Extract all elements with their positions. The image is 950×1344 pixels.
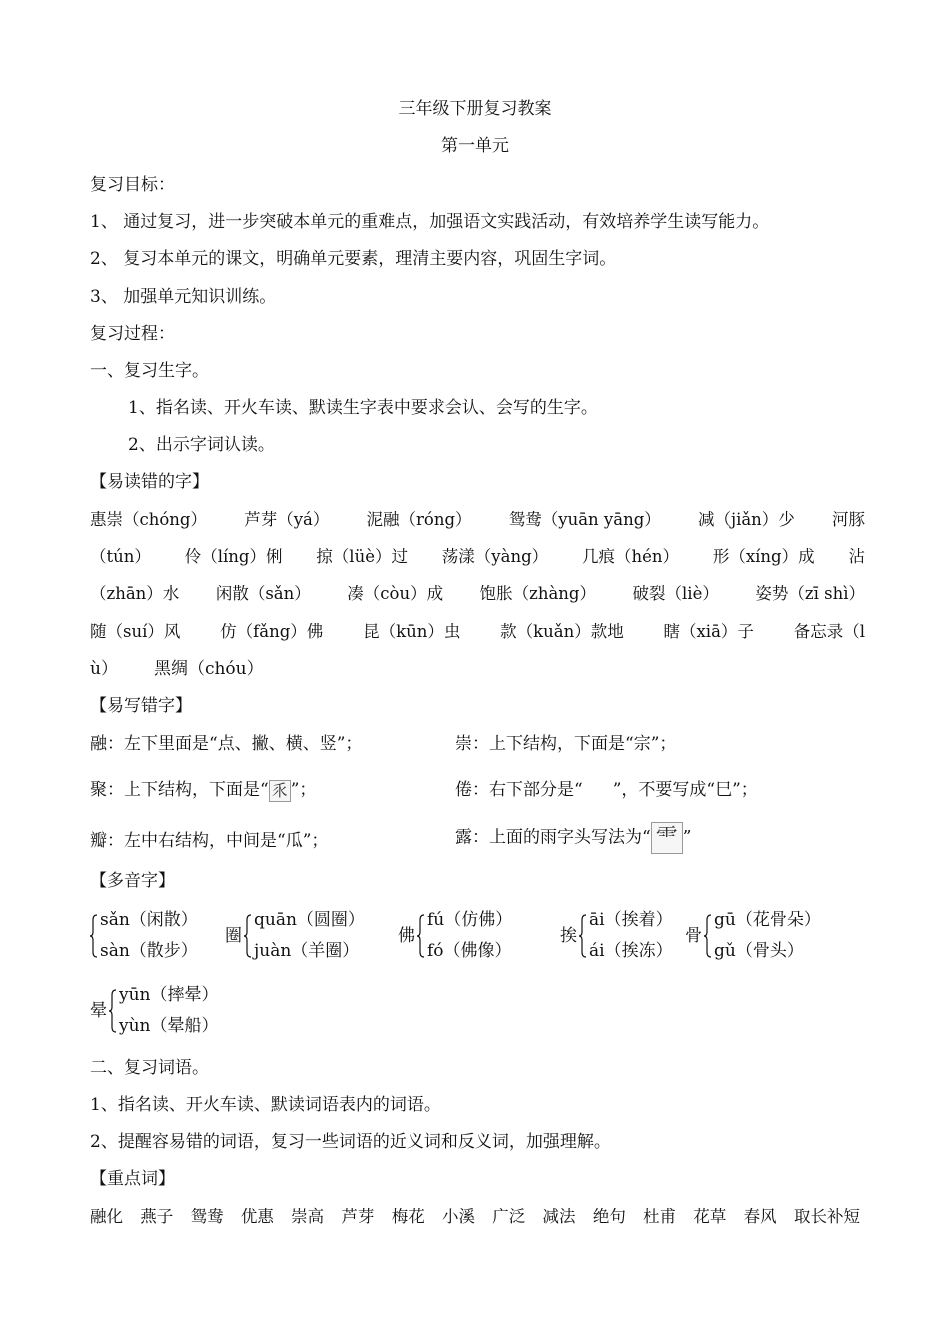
polyphonic-reading: ái（挨冻） [589,941,673,961]
misread-word: 芦芽（yá） [244,510,330,529]
miswrite-lu-end: ” [682,827,692,848]
misread-row-2 [90,546,865,568]
miswrite-lu [455,822,691,854]
keyword: 花草 [693,1207,727,1226]
rain-radical-glyph: ⻗ [651,822,683,854]
miswrite-ju-end: ”； [290,780,317,800]
misread-word: 荡漾（yàng） [441,547,549,566]
misread-word: 沾 [848,547,865,566]
misread-word: 破裂（liè） [632,584,719,603]
section2-step-2: 2、提醒容易错的词语，复习一些词语的近义词和反义词，加强理解。 [90,1132,611,1152]
misread-heading: 【易读错的字】 [90,472,209,492]
keyword: 燕子 [140,1207,174,1226]
polyphonic-char: 挨 [560,925,577,946]
polyphonic-char: 圈 [225,925,242,946]
keyword: 减法 [542,1207,576,1226]
polyphonic-char: 晕 [90,1000,107,1021]
polyphonic-reading: fú（仿佛） [427,910,513,930]
keyword: 芦芽 [341,1207,375,1226]
polyphonic-group-yun [90,984,219,1037]
keyword: 崇高 [291,1207,325,1226]
miswrite-heading: 【易写错字】 [90,696,192,716]
polyphonic-reading: āi（挨着） [589,910,673,930]
section1-step-1: 1、指名读、开火车读、默读生字表中要求会认、会写的生字。 [128,398,598,418]
keyword: 杜甫 [643,1207,677,1226]
goal-item-3: 3、 加强单元知识训练。 [90,287,277,307]
polyphonic-reading: sǎn（闲散） [100,910,198,930]
miswrite-juan [455,779,758,801]
polyphonic-char: 佛 [398,925,415,946]
brace-icon [90,914,98,958]
goal-item-1: 1、 通过复习，进一步突破本单元的重难点，加强语文实践活动，有效培养学生读写能力。 [90,212,770,232]
section1-heading: 一、复习生字。 [90,361,209,381]
brace-icon [579,914,587,958]
brace-icon [244,914,252,958]
process-heading: 复习过程： [90,324,175,344]
miswrite-ju-text: 聚：上下结构，下面是“ [90,780,269,800]
misread-word: 泥融（róng） [366,510,472,529]
brace-icon [417,914,425,958]
miswrite-ju [90,779,316,802]
misread-word: 鸳鸯（yuān yāng） [508,510,661,529]
section2-step-1: 1、指名读、开火车读、默读词语表内的词语。 [90,1095,441,1115]
misread-word: 减（jiǎn）少 [697,510,795,529]
keyword: 取长补短 [793,1207,860,1226]
misread-word: 形（xíng）成 [712,547,815,566]
polyphonic-group-san [88,909,198,962]
miswrite-lu-text: 露：上面的雨字头写法为“ [455,827,651,848]
keyword: 小溪 [441,1207,475,1226]
polyphonic-reading: juàn（羊圈） [254,941,360,961]
section2-heading: 二、复习词语。 [90,1058,209,1078]
polyphonic-char: 骨 [685,925,702,946]
misread-row-4 [90,621,865,643]
misread-row-5 [90,658,264,680]
polyphonic-group-gu [685,909,821,962]
goal-item-2: 2、 复习本单元的课文，明确单元要素，理清主要内容，巩固生字词。 [90,249,617,269]
polyphonic-reading: fó（佛像） [427,941,512,961]
misread-word: 掠（lüè）过 [316,547,408,566]
misread-word: 瞎（xiā）子 [663,622,754,641]
ju-component-glyph: 乑 [269,780,291,802]
misread-word: 备忘录（l [793,622,865,641]
misread-word: 几痕（hén） [581,547,680,566]
goals-heading: 复习目标： [90,175,175,195]
misread-word: 伶（líng）俐 [184,547,283,566]
misread-row-1 [90,509,865,531]
miswrite-ban: 瓣：左中右结构，中间是“瓜”； [90,831,329,851]
keywords-heading: 【重点词】 [90,1169,175,1189]
page-title: 三年级下册复习教案 [398,99,552,119]
keyword: 广泛 [492,1207,526,1226]
keywords-row [90,1206,860,1228]
polyphonic-reading: sàn（散步） [100,941,198,961]
misread-word: 凑（còu）成 [347,584,444,603]
keyword: 春风 [743,1207,777,1226]
misread-word: 姿势（zī shì） [755,584,865,603]
polyphonic-heading: 【多音字】 [90,871,175,891]
polyphonic-group-quan [225,909,365,962]
polyphonic-group-fo [398,909,512,962]
polyphonic-reading: yūn（摔晕） [119,985,219,1005]
unit-title: 第一单元 [441,136,509,156]
misread-word: 款（kuǎn）款地 [500,622,624,641]
miswrite-rong: 融：左下里面是“点、撇、横、竖”； [90,734,363,754]
miswrite-juan-end: ”，不要写成“巳”； [612,780,758,800]
polyphonic-reading: gū（花骨朵） [714,910,821,930]
keyword: 绝句 [592,1207,626,1226]
polyphonic-reading: gǔ（骨头） [714,941,804,961]
keyword: 融化 [90,1207,123,1226]
misread-word: 仿（fǎng）佛 [220,622,324,641]
misread-word: 闲散（sǎn） [215,584,311,603]
keyword: 鸳鸯 [190,1207,224,1226]
polyphonic-reading: quān（圆圈） [254,910,365,930]
keyword: 优惠 [240,1207,274,1226]
miswrite-juan-text: 倦：右下部分是“ [455,780,583,800]
misread-word: 昆（kūn）虫 [363,622,461,641]
polyphonic-reading: yùn（晕船） [119,1016,219,1036]
misread-word: 饱胀（zhàng） [479,584,596,603]
section1-step-2: 2、出示字词认读。 [128,435,275,455]
brace-icon [704,914,712,958]
misread-word: ù） [90,659,118,679]
polyphonic-group-ai [560,909,673,962]
misread-word: 随（suí）风 [90,622,181,641]
misread-word: 惠崇（chóng） [90,510,207,529]
keyword: 梅花 [391,1207,425,1226]
brace-icon [109,989,117,1033]
misread-word: 黑绸（chóu） [153,659,264,679]
misread-row-3 [90,583,865,605]
misread-word: （tún） [90,547,151,566]
misread-word: 河豚 [832,510,865,529]
misread-word: （zhān）水 [90,584,180,603]
miswrite-chong: 崇：上下结构，下面是“宗”； [455,734,677,754]
